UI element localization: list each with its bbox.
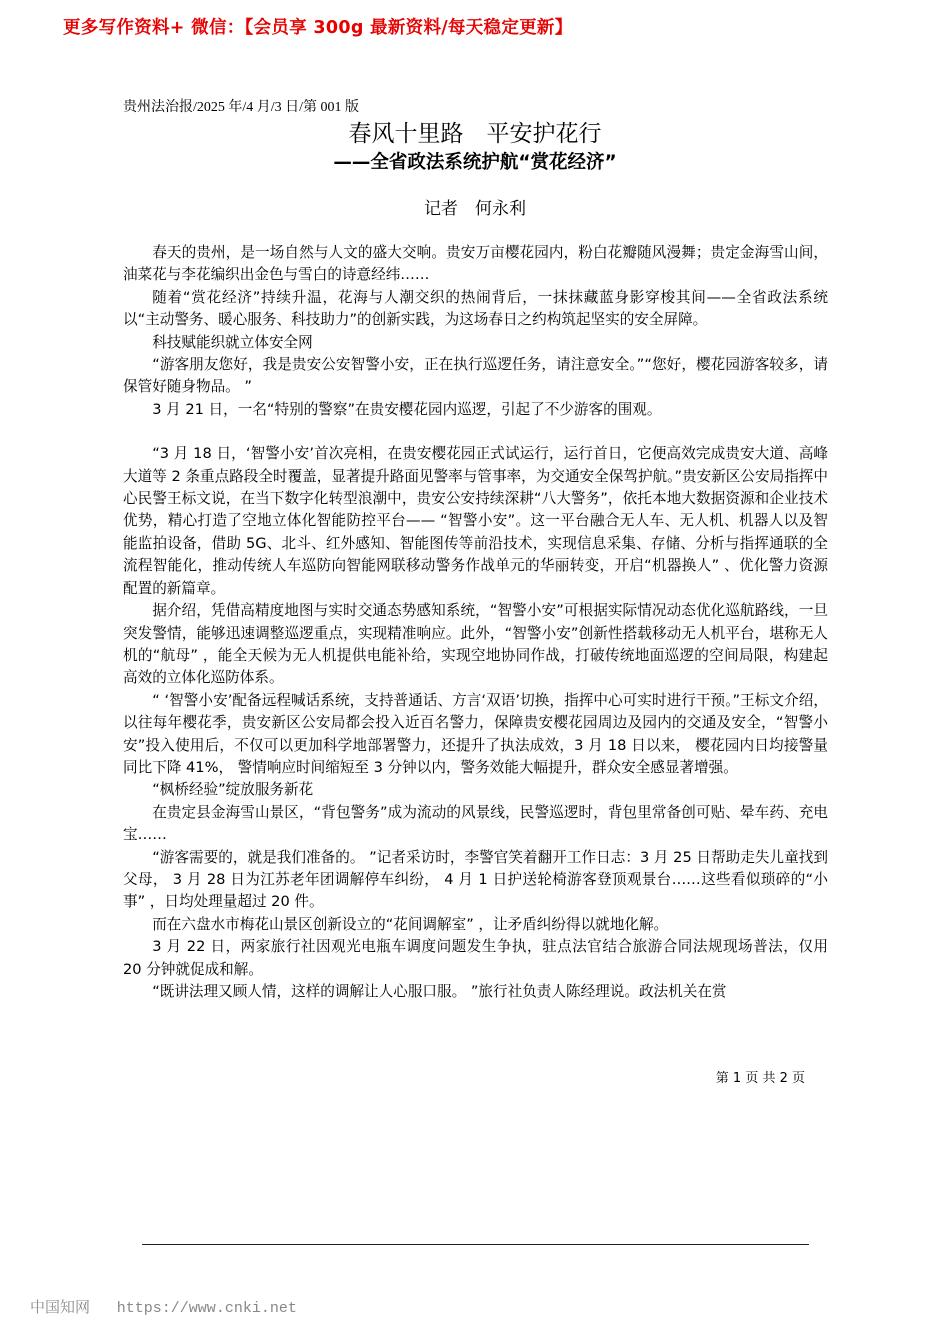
paragraph: 3 月 22 日，两家旅行社因观光电瓶车调度问题发生争执，驻点法官结合旅游合同法规现场普法，仅用 20 分钟就促成和解。 (123, 938, 828, 978)
footer-divider (142, 1244, 809, 1245)
article-body (123, 242, 828, 1003)
article-title: 春风十里路 平安护花行 (348, 121, 602, 147)
paragraph: “游客需要的，就是我们准备的。 ”记者采访时，李警官笑着翻开工作日志：3 月 25 日帮助走失儿童找到父母， 3 月 28 日为江苏老年团调解停车纠纷， 4 月 1 日护送轮椅游客登顶观景台……这些看似琐碎的“小事” ，日均处理量超过 20 件。 (123, 848, 828, 911)
paragraph: 3 月 21 日，一名“特别的警察”在贵安樱花园内巡逻，引起了不少游客的围观。 (152, 400, 662, 418)
page-number: 第 1 页 共 2 页 (715, 1071, 805, 1086)
paragraph: 随着“赏花经济”持续升温，花海与人潮交织的热闹背后，一抹抹藏蓝身影穿梭其间——全省政法系统以“主动警务、暖心服务、科技助力”的创新实践，为这场春日之约构筑起坚实的安全屏障。 (123, 288, 828, 329)
byline: 记者 何永利 (424, 199, 526, 219)
section-heading: “枫桥经验”绽放服务新花 (152, 781, 314, 799)
footer (30, 1296, 297, 1317)
paragraph: 春天的贵州，是一场自然与人文的盛大交响。贵安万亩樱花园内，粉白花瓣随风漫舞；贵定金海雪山间，油菜花与李花编织出金色与雪白的诗意经纬…… (123, 244, 828, 284)
paragraph: “ ‘智警小安’配备远程喊话系统，支持普通话、方言‘双语’切换，指挥中心可实时进行干预。”王标文介绍，以往每年樱花季，贵安新区公安局都会投入近百名警力，保障贵安樱花园周边及园内的交通及安全，“智警小安”投入使用后，不仅可以更加科学地部署警力，还提升了执法成效，3 月 18 日以来， 樱花园内日均接警量同比下降 41%， 警情响应时间缩短至 3 分钟以内，警务效能大幅提升，群众安全感显著增强。 (123, 691, 828, 776)
paragraph: “既讲法理又顾人情，这样的调解让人心服口服。 ”旅行社负责人陈经理说。政法机关在赏 (152, 983, 727, 1000)
paragraph: 在贵定县金海雪山景区，“背包警务”成为流动的风景线，民警巡逻时，背包里常备创可贴、晕车药、充电宝…… (123, 803, 828, 844)
footer-url-link[interactable]: https://www.cnki.net (116, 1300, 297, 1317)
paragraph: “游客朋友您好，我是贵安公安智警小安，正在执行巡逻任务，请注意安全。”“您好，樱花园游客较多，请保管好随身物品。 ” (123, 356, 828, 396)
paragraph: 据介绍，凭借高精度地图与实时交通态势感知系统，“智警小安”可根据实际情况动态优化巡航路线，一旦突发警情，能够迅速调整巡逻重点，实现精准响应。此外，“智警小安”创新性搭载移动无人机平台，堪称无人机的“航母” ，能全天候为无人机提供电能补给，实现空地协同作战，打破传统地面巡逻的空间局限，构建起高效的立体化巡防体系。 (123, 602, 828, 687)
footer-site-name: 中国知网 (30, 1298, 91, 1316)
paragraph: “3 月 18 日，‘智警小安’首次亮相，在贵安樱花园正式试运行，运行首日，它便高效完成贵安大道、高峰大道等 2 条重点路段全时覆盖，显著提升路面见警率与管事率，为交通安全保驾护航。”贵安新区公安局指挥中心民警王标文说，在当下数字化转型浪潮中，贵安公安持续深耕“八大警务”，依托本地大数据资源和企业技术优势，精心打造了空地立体化智能防控平台—— “智警小安”。这一平台融合无人车、无人机、机器人以及智能监拍设备，借助 5G、北斗、红外感知、智能图传等前沿技术，实现信息采集、存储、分析与指挥通联的全流程智能化，推动传统人车巡防向智能网联移动警务作战单元的华丽转变，开启“机器换人” 、优化警力资源配置的新篇章。 (123, 445, 828, 597)
source-line: 贵州法治报/2025 年/4 月/3 日/第 001 版 (123, 100, 360, 115)
paragraph: 而在六盘水市梅花山景区创新设立的“花间调解室” ，让矛盾纠纷得以就地化解。 (152, 915, 669, 933)
promo-banner: 更多写作资料+ 微信：【会员享 300g 最新资料/每天稳定更新】 (63, 18, 573, 38)
section-heading: 科技赋能织就立体安全网 (152, 333, 313, 351)
article-subtitle: ——全省政法系统护航“赏花经济” (333, 152, 617, 173)
